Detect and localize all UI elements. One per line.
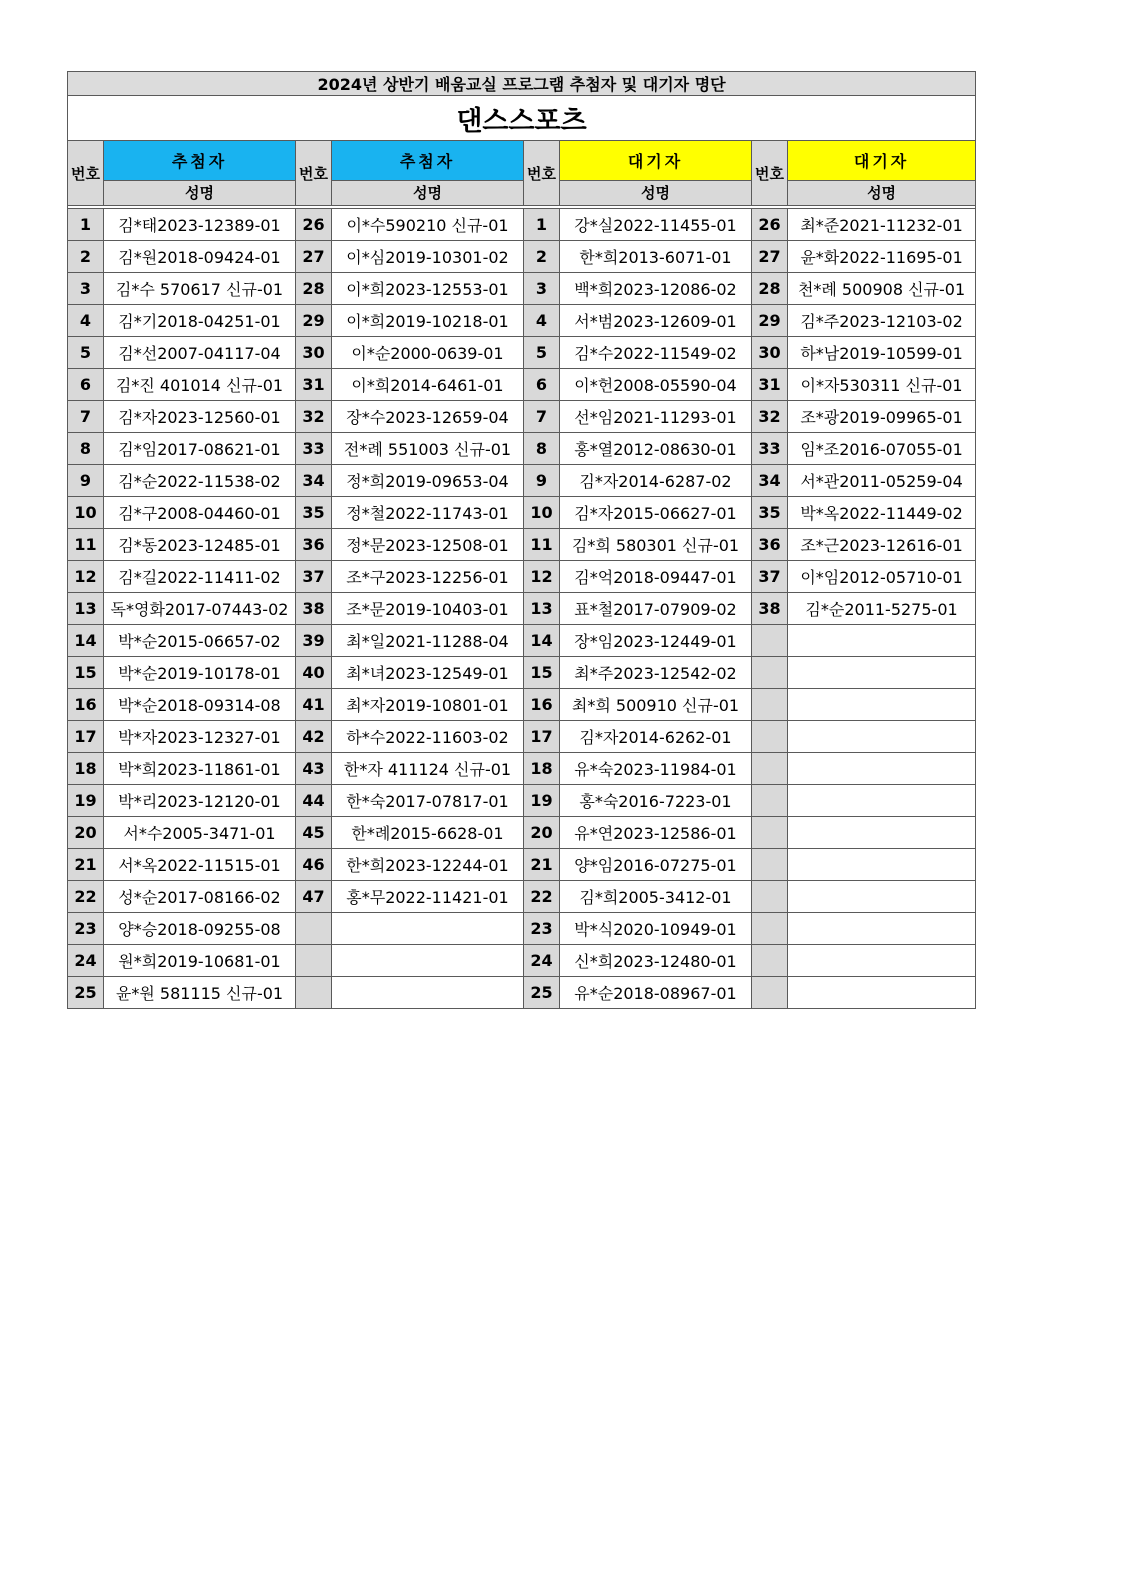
participant-name: 김*선2007-04117-04	[104, 337, 296, 369]
participant-name	[788, 945, 976, 977]
participant-name	[788, 689, 976, 721]
table-row	[68, 497, 976, 529]
row-number: 16	[68, 689, 104, 721]
table-row	[68, 401, 976, 433]
table-row	[68, 817, 976, 849]
participant-name	[332, 913, 524, 945]
table-row	[68, 305, 976, 337]
participant-name: 장*수2023-12659-04	[332, 401, 524, 433]
row-number: 45	[296, 817, 332, 849]
participant-name: 김*수2022-11549-02	[560, 337, 752, 369]
row-number: 8	[524, 433, 560, 465]
row-number: 18	[524, 753, 560, 785]
participant-name: 정*문2023-12508-01	[332, 529, 524, 561]
participant-name: 김*주2023-12103-02	[788, 305, 976, 337]
row-number: 38	[752, 593, 788, 625]
table-row	[68, 913, 976, 945]
row-number: 44	[296, 785, 332, 817]
number-header-4: 번호	[752, 141, 788, 206]
row-number: 40	[296, 657, 332, 689]
row-number	[752, 625, 788, 657]
row-number	[752, 913, 788, 945]
row-number	[296, 977, 332, 1009]
participant-name: 최*희 500910 신규-01	[560, 689, 752, 721]
participant-name: 박*식2020-10949-01	[560, 913, 752, 945]
name-header-3: 성명	[560, 180, 752, 205]
table-row	[68, 721, 976, 753]
participant-name: 이*심2019-10301-02	[332, 241, 524, 273]
participant-name: 이*헌2008-05590-04	[560, 369, 752, 401]
row-number: 28	[296, 273, 332, 305]
row-number: 31	[752, 369, 788, 401]
table-row	[68, 849, 976, 881]
row-number	[296, 945, 332, 977]
row-number: 2	[524, 241, 560, 273]
participant-name: 서*옥2022-11515-01	[104, 849, 296, 881]
row-number	[752, 977, 788, 1009]
participant-name: 조*근2023-12616-01	[788, 529, 976, 561]
row-number: 10	[68, 497, 104, 529]
row-number: 7	[68, 401, 104, 433]
row-number: 13	[68, 593, 104, 625]
table-row	[68, 977, 976, 1009]
row-number: 17	[68, 721, 104, 753]
participant-name: 윤*화2022-11695-01	[788, 241, 976, 273]
participant-name	[788, 753, 976, 785]
participant-name	[788, 817, 976, 849]
participant-name: 이*임2012-05710-01	[788, 561, 976, 593]
row-number	[296, 913, 332, 945]
participant-name: 이*희2019-10218-01	[332, 305, 524, 337]
table-row	[68, 593, 976, 625]
row-number: 5	[524, 337, 560, 369]
number-header-1: 번호	[68, 141, 104, 206]
name-header-row	[68, 180, 976, 205]
row-number: 22	[524, 881, 560, 913]
participant-name: 김*임2017-08621-01	[104, 433, 296, 465]
row-number: 46	[296, 849, 332, 881]
row-number: 14	[524, 625, 560, 657]
participant-name: 천*례 500908 신규-01	[788, 273, 976, 305]
row-number: 24	[68, 945, 104, 977]
participant-name: 김*동2023-12485-01	[104, 529, 296, 561]
row-number	[752, 785, 788, 817]
participant-name: 이*수590210 신규-01	[332, 209, 524, 241]
row-number: 36	[296, 529, 332, 561]
participant-name: 장*임2023-12449-01	[560, 625, 752, 657]
row-number: 9	[68, 465, 104, 497]
row-number: 37	[752, 561, 788, 593]
row-number: 23	[524, 913, 560, 945]
row-number: 7	[524, 401, 560, 433]
row-number: 24	[524, 945, 560, 977]
row-number	[752, 689, 788, 721]
row-number: 39	[296, 625, 332, 657]
waiting-header-1: 대기자	[560, 141, 752, 181]
selected-header-2: 추첨자	[332, 141, 524, 181]
row-number: 36	[752, 529, 788, 561]
table-row	[68, 625, 976, 657]
participant-name: 김*순2011-5275-01	[788, 593, 976, 625]
participant-name: 이*순2000-0639-01	[332, 337, 524, 369]
row-number: 1	[524, 209, 560, 241]
participant-name: 최*자2019-10801-01	[332, 689, 524, 721]
row-number: 6	[524, 369, 560, 401]
participant-name: 선*임2021-11293-01	[560, 401, 752, 433]
participant-name: 이*자530311 신규-01	[788, 369, 976, 401]
row-number: 34	[752, 465, 788, 497]
row-number: 42	[296, 721, 332, 753]
row-number: 27	[296, 241, 332, 273]
row-number: 32	[296, 401, 332, 433]
participant-name: 박*자2023-12327-01	[104, 721, 296, 753]
row-number: 12	[524, 561, 560, 593]
participant-name: 윤*원 581115 신규-01	[104, 977, 296, 1009]
row-number: 41	[296, 689, 332, 721]
row-number: 18	[68, 753, 104, 785]
row-number: 14	[68, 625, 104, 657]
participant-name: 조*구2023-12256-01	[332, 561, 524, 593]
participant-name: 한*희2013-6071-01	[560, 241, 752, 273]
row-number: 3	[524, 273, 560, 305]
participant-name	[788, 785, 976, 817]
row-number: 35	[752, 497, 788, 529]
row-number: 8	[68, 433, 104, 465]
participant-name: 김*수 570617 신규-01	[104, 273, 296, 305]
participant-name: 조*광2019-09965-01	[788, 401, 976, 433]
participant-name: 신*희2023-12480-01	[560, 945, 752, 977]
participant-name: 백*희2023-12086-02	[560, 273, 752, 305]
row-number: 37	[296, 561, 332, 593]
participant-name: 김*태2023-12389-01	[104, 209, 296, 241]
participant-name	[788, 657, 976, 689]
participant-name	[788, 721, 976, 753]
row-number: 6	[68, 369, 104, 401]
participant-name: 전*례 551003 신규-01	[332, 433, 524, 465]
row-number: 31	[296, 369, 332, 401]
participant-name: 유*순2018-08967-01	[560, 977, 752, 1009]
row-number: 43	[296, 753, 332, 785]
table-row	[68, 561, 976, 593]
row-number: 20	[68, 817, 104, 849]
row-number: 35	[296, 497, 332, 529]
row-number	[752, 721, 788, 753]
row-number: 2	[68, 241, 104, 273]
table-row	[68, 945, 976, 977]
participant-name: 박*순2019-10178-01	[104, 657, 296, 689]
row-number: 1	[68, 209, 104, 241]
row-number: 13	[524, 593, 560, 625]
row-number: 26	[296, 209, 332, 241]
participant-name: 박*순2018-09314-08	[104, 689, 296, 721]
row-number: 22	[68, 881, 104, 913]
participant-name: 한*례2015-6628-01	[332, 817, 524, 849]
participant-name: 김*희 580301 신규-01	[560, 529, 752, 561]
participant-name: 김*순2022-11538-02	[104, 465, 296, 497]
participant-name: 강*실2022-11455-01	[560, 209, 752, 241]
table-row	[68, 337, 976, 369]
participant-name: 김*진 401014 신규-01	[104, 369, 296, 401]
row-number: 29	[296, 305, 332, 337]
row-number: 33	[296, 433, 332, 465]
name-header-4: 성명	[788, 180, 976, 205]
row-number: 25	[524, 977, 560, 1009]
participant-name	[332, 945, 524, 977]
participant-name: 유*연2023-12586-01	[560, 817, 752, 849]
participant-name: 하*수2022-11603-02	[332, 721, 524, 753]
row-number: 28	[752, 273, 788, 305]
row-number: 9	[524, 465, 560, 497]
row-number: 47	[296, 881, 332, 913]
participant-name: 원*희2019-10681-01	[104, 945, 296, 977]
row-number	[752, 881, 788, 913]
table-row	[68, 529, 976, 561]
participant-name: 최*일2021-11288-04	[332, 625, 524, 657]
participant-name	[788, 849, 976, 881]
row-number: 26	[752, 209, 788, 241]
selected-header-1: 추첨자	[104, 141, 296, 181]
row-number: 30	[296, 337, 332, 369]
row-number: 12	[68, 561, 104, 593]
table-row	[68, 273, 976, 305]
row-number: 38	[296, 593, 332, 625]
participant-name: 이*희2014-6461-01	[332, 369, 524, 401]
participant-name: 하*남2019-10599-01	[788, 337, 976, 369]
participant-name: 양*임2016-07275-01	[560, 849, 752, 881]
waiting-header-2: 대기자	[788, 141, 976, 181]
row-number	[752, 945, 788, 977]
row-number: 33	[752, 433, 788, 465]
participant-name: 유*숙2023-11984-01	[560, 753, 752, 785]
row-number	[752, 657, 788, 689]
participant-name: 서*범2023-12609-01	[560, 305, 752, 337]
participant-name: 김*자2014-6287-02	[560, 465, 752, 497]
row-number	[752, 753, 788, 785]
name-header-1: 성명	[104, 180, 296, 205]
participant-name: 한*희2023-12244-01	[332, 849, 524, 881]
participant-name: 홍*무2022-11421-01	[332, 881, 524, 913]
row-number: 11	[68, 529, 104, 561]
row-number: 19	[524, 785, 560, 817]
number-header-3: 번호	[524, 141, 560, 206]
document-title: 댄스스포츠	[68, 96, 976, 141]
table-row	[68, 209, 976, 241]
table-row	[68, 881, 976, 913]
row-number: 16	[524, 689, 560, 721]
table-row	[68, 657, 976, 689]
row-number	[752, 849, 788, 881]
table-row	[68, 753, 976, 785]
participant-name: 독*영화2017-07443-02	[104, 593, 296, 625]
participant-name: 김*자2023-12560-01	[104, 401, 296, 433]
row-number: 5	[68, 337, 104, 369]
participant-name: 성*순2017-08166-02	[104, 881, 296, 913]
participant-name: 김*구2008-04460-01	[104, 497, 296, 529]
participant-name: 홍*열2012-08630-01	[560, 433, 752, 465]
row-number: 19	[68, 785, 104, 817]
participant-name: 서*수2005-3471-01	[104, 817, 296, 849]
row-number: 30	[752, 337, 788, 369]
row-number: 15	[68, 657, 104, 689]
row-number: 3	[68, 273, 104, 305]
participant-name: 정*희2019-09653-04	[332, 465, 524, 497]
row-number: 27	[752, 241, 788, 273]
participant-name	[788, 625, 976, 657]
participant-name: 한*숙2017-07817-01	[332, 785, 524, 817]
row-number: 4	[68, 305, 104, 337]
participant-name: 서*관2011-05259-04	[788, 465, 976, 497]
document-subtitle: 2024년 상반기 배움교실 프로그램 추첨자 및 대기자 명단	[68, 72, 976, 96]
row-number: 34	[296, 465, 332, 497]
row-number: 32	[752, 401, 788, 433]
row-number: 4	[524, 305, 560, 337]
participant-name: 김*자2014-6262-01	[560, 721, 752, 753]
table-row	[68, 241, 976, 273]
participant-name: 표*철2017-07909-02	[560, 593, 752, 625]
participant-name: 박*옥2022-11449-02	[788, 497, 976, 529]
participant-name: 김*길2022-11411-02	[104, 561, 296, 593]
participant-name: 김*억2018-09447-01	[560, 561, 752, 593]
group-header-row	[68, 141, 976, 181]
table-row	[68, 785, 976, 817]
participant-name: 김*희2005-3412-01	[560, 881, 752, 913]
participant-name: 이*희2023-12553-01	[332, 273, 524, 305]
row-number: 25	[68, 977, 104, 1009]
participant-name: 박*리2023-12120-01	[104, 785, 296, 817]
roster-table	[67, 71, 976, 1009]
row-number: 23	[68, 913, 104, 945]
name-header-2: 성명	[332, 180, 524, 205]
row-number: 17	[524, 721, 560, 753]
row-number	[752, 817, 788, 849]
participant-name: 박*희2023-11861-01	[104, 753, 296, 785]
table-row	[68, 465, 976, 497]
table-row	[68, 433, 976, 465]
table-row	[68, 689, 976, 721]
table-row	[68, 369, 976, 401]
row-number: 20	[524, 817, 560, 849]
participant-name: 최*주2023-12542-02	[560, 657, 752, 689]
row-number: 11	[524, 529, 560, 561]
participant-name: 양*승2018-09255-08	[104, 913, 296, 945]
number-header-2: 번호	[296, 141, 332, 206]
row-number: 21	[524, 849, 560, 881]
row-number: 10	[524, 497, 560, 529]
participant-name: 조*문2019-10403-01	[332, 593, 524, 625]
participant-name	[332, 977, 524, 1009]
participant-name: 임*조2016-07055-01	[788, 433, 976, 465]
participant-name: 최*준2021-11232-01	[788, 209, 976, 241]
participant-name: 정*철2022-11743-01	[332, 497, 524, 529]
participant-name	[788, 977, 976, 1009]
participant-name	[788, 913, 976, 945]
participant-name: 김*자2015-06627-01	[560, 497, 752, 529]
participant-name: 최*녀2023-12549-01	[332, 657, 524, 689]
participant-name: 김*기2018-04251-01	[104, 305, 296, 337]
participant-name: 박*순2015-06657-02	[104, 625, 296, 657]
participant-name: 홍*숙2016-7223-01	[560, 785, 752, 817]
row-number: 15	[524, 657, 560, 689]
row-number: 29	[752, 305, 788, 337]
row-number: 21	[68, 849, 104, 881]
participant-name: 김*원2018-09424-01	[104, 241, 296, 273]
participant-name: 한*자 411124 신규-01	[332, 753, 524, 785]
participant-name	[788, 881, 976, 913]
